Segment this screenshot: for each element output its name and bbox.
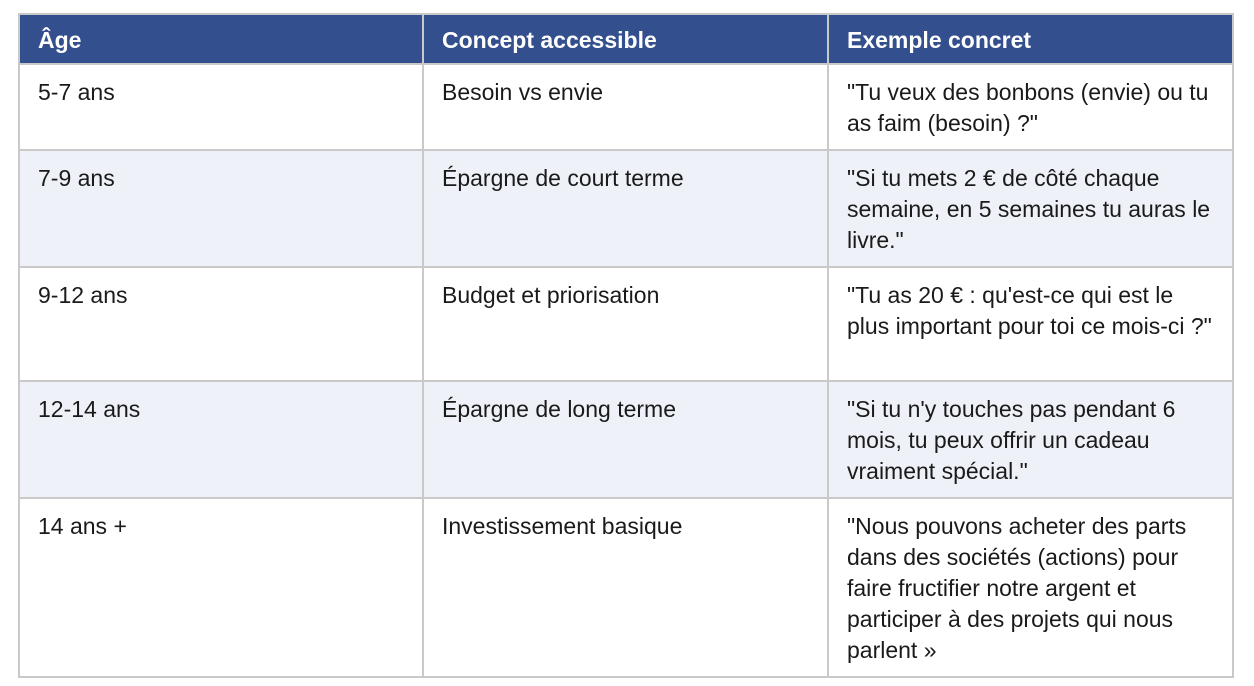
cell-example: "Tu veux des bonbons (envie) ou tu as faim (besoin) ?" (828, 64, 1233, 150)
table-row (19, 381, 1233, 498)
header-example: Exemple concret (828, 14, 1233, 64)
cell-concept: Budget et priorisation (423, 267, 828, 381)
cell-example: "Si tu n'y touches pas pendant 6 mois, tu peux offrir un cadeau vraiment spécial." (828, 381, 1233, 498)
cell-age: 14 ans + (19, 498, 423, 677)
cell-age: 9-12 ans (19, 267, 423, 381)
cell-concept: Investissement basique (423, 498, 828, 677)
cell-concept: Épargne de court terme (423, 150, 828, 267)
cell-age: 5-7 ans (19, 64, 423, 150)
cell-concept: Épargne de long terme (423, 381, 828, 498)
cell-example: "Tu as 20 € : qu'est-ce qui est le plus important pour toi ce mois-ci ?" (828, 267, 1233, 381)
header-age: Âge (19, 14, 423, 64)
header-concept: Concept accessible (423, 14, 828, 64)
cell-example: "Si tu mets 2 € de côté chaque semaine, en 5 semaines tu auras le livre." (828, 150, 1233, 267)
table-row (19, 150, 1233, 267)
cell-age: 12-14 ans (19, 381, 423, 498)
age-concepts-table (18, 13, 1234, 678)
table-row (19, 64, 1233, 150)
table-row (19, 267, 1233, 381)
cell-example: "Nous pouvons acheter des parts dans des sociétés (actions) pour faire fructifier notre argent et participer à des projets qui nous parlent » (828, 498, 1233, 677)
cell-concept: Besoin vs envie (423, 64, 828, 150)
table-header (19, 14, 1233, 64)
cell-age: 7-9 ans (19, 150, 423, 267)
table-body (19, 64, 1233, 677)
header-row (19, 14, 1233, 64)
table-row (19, 498, 1233, 677)
